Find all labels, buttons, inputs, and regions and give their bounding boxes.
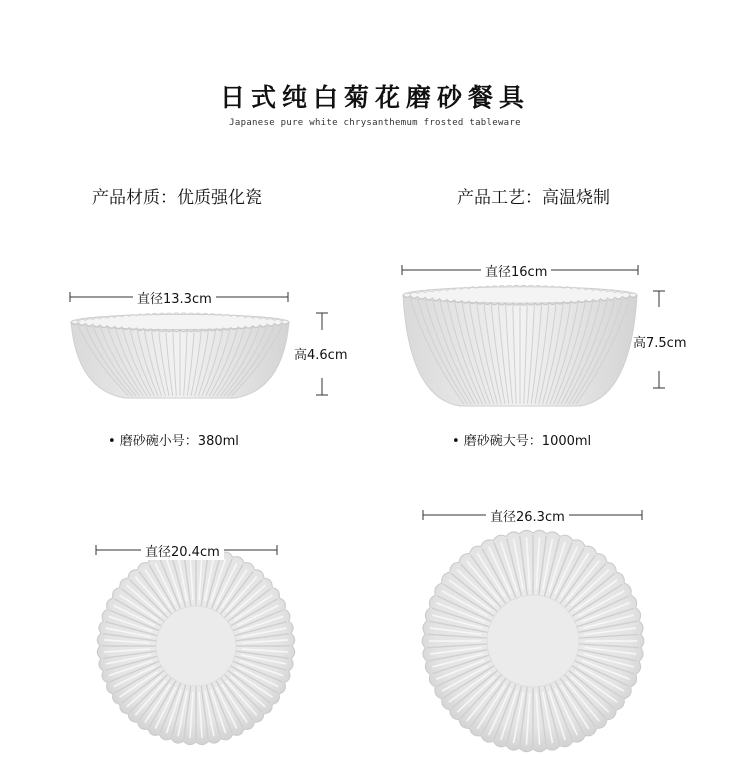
large-bowl-image [403, 285, 637, 406]
small-bowl-height-label: 高4.6cm [294, 344, 348, 363]
page-subtitle: Japanese pure white chrysanthemum frosted tableware [229, 118, 521, 128]
small-bowl-diameter-label: 直径13.3cm [133, 288, 216, 307]
large-plate-image [422, 530, 644, 751]
small-bowl-image [71, 313, 289, 398]
large-bowl-height-label: 高7.5cm [633, 332, 687, 351]
page-title: 日式纯白菊花磨砂餐具 [219, 83, 530, 112]
large-plate-diameter-label: 直径26.3cm [486, 506, 569, 525]
large-bowl-caption: • 磨砂碗大号：1000ml [452, 434, 592, 449]
material-spec: 产品材质：优质强化瓷 [92, 188, 262, 208]
small-bowl-caption: • 磨砂碗小号：380ml [108, 434, 239, 449]
small-plate-image [97, 547, 294, 744]
large-bowl-diameter-label: 直径16cm [481, 261, 551, 280]
small-plate-diameter-label: 直径20.4cm [141, 541, 224, 560]
process-spec: 产品工艺：高温烧制 [457, 188, 610, 208]
